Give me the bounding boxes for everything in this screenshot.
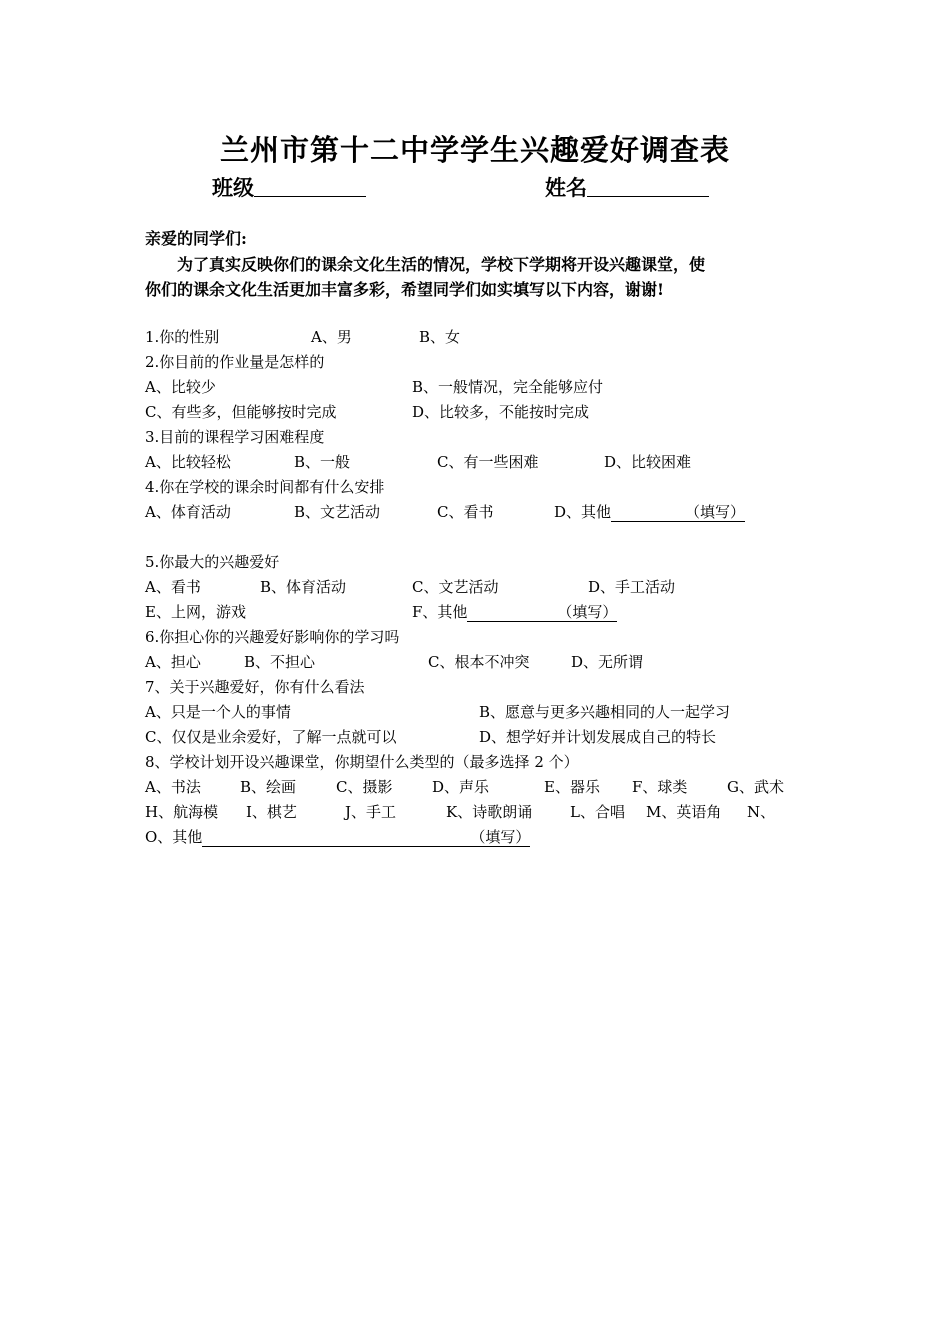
option-c[interactable]: C、文艺活动: [412, 578, 499, 596]
question-2-options-row-2: [0, 401, 950, 425]
question-6-options: [0, 651, 950, 675]
fill-in-blank[interactable]: [467, 603, 617, 622]
option-a[interactable]: A、比较轻松: [145, 453, 231, 471]
question-4: [0, 476, 950, 500]
option-c[interactable]: C、仅仅是业余爱好，了解一点就可以: [145, 728, 397, 746]
question-text: 4.你在学校的课余时间都有什么安排: [145, 478, 385, 496]
option-d[interactable]: D、无所谓: [571, 653, 644, 671]
option-n[interactable]: N、: [747, 803, 776, 821]
option-m[interactable]: M、英语角: [646, 803, 722, 821]
intro-line-2: 你们的课余文化生活更加丰富多彩，希望同学们如实填写以下内容，谢谢!: [145, 280, 665, 299]
question-text: 7、关于兴趣爱好，你有什么看法: [145, 678, 365, 696]
option-a[interactable]: A、看书: [145, 578, 201, 596]
question-7: [0, 676, 950, 700]
question-8-options-row-1: [0, 776, 950, 800]
question-text: 8、学校计划开设兴趣课堂，你期望什么类型的（最多选择 2 个）: [145, 753, 579, 771]
option-d-label: D、其他: [554, 503, 612, 521]
option-e[interactable]: E、器乐: [544, 778, 600, 796]
option-a[interactable]: A、担心: [145, 653, 201, 671]
option-c[interactable]: C、有些多，但能够按时完成: [145, 403, 337, 421]
option-a[interactable]: A、体育活动: [145, 503, 231, 521]
fill-in-blank[interactable]: [202, 828, 530, 847]
fill-in-hint: （填写）: [470, 828, 531, 846]
option-b[interactable]: B、女: [419, 328, 461, 346]
option-f-label: F、其他: [412, 603, 468, 621]
intro-line-1: 为了真实反映你们的课余文化生活的情况，学校下学期将开设兴趣课堂，使: [177, 255, 706, 274]
option-i[interactable]: I、棋艺: [246, 803, 297, 821]
question-7-options-row-2: [0, 726, 950, 750]
question-8-options-row-3: [0, 826, 950, 850]
option-g[interactable]: G、武术: [727, 778, 784, 796]
option-f[interactable]: F、球类: [632, 778, 688, 796]
question-3-options: [0, 451, 950, 475]
option-c[interactable]: C、摄影: [336, 778, 393, 796]
fill-in-hint: （填写）: [685, 503, 746, 521]
option-o-label: O、其他: [145, 828, 203, 846]
question-5-options-row-1: [0, 576, 950, 600]
question-1: [0, 326, 950, 350]
option-a[interactable]: A、比较少: [145, 378, 216, 396]
question-7-options-row-1: [0, 701, 950, 725]
question-text: 2.你目前的作业量是怎样的: [145, 353, 325, 371]
question-2: [0, 351, 950, 375]
name-field: [545, 172, 709, 202]
option-l[interactable]: L、合唱: [570, 803, 625, 821]
question-text: 1.你的性别: [145, 328, 220, 346]
name-blank[interactable]: [587, 174, 709, 197]
option-a[interactable]: A、书法: [145, 778, 201, 796]
option-b[interactable]: B、体育活动: [260, 578, 347, 596]
option-d[interactable]: D、手工活动: [588, 578, 676, 596]
question-5-options-row-2: [0, 601, 950, 625]
option-a[interactable]: A、男: [311, 328, 352, 346]
class-label: 班级: [212, 176, 254, 200]
fill-in-hint: （填写）: [557, 603, 618, 621]
question-2-options-row-1: [0, 376, 950, 400]
question-text: 5.你最大的兴趣爱好: [145, 553, 280, 571]
option-b[interactable]: B、文艺活动: [294, 503, 381, 521]
option-a[interactable]: A、只是一个人的事情: [145, 703, 291, 721]
option-b[interactable]: B、一般情况，完全能够应付: [412, 378, 604, 396]
option-k[interactable]: K、诗歌朗诵: [446, 803, 533, 821]
option-e[interactable]: E、上网，游戏: [145, 603, 246, 621]
option-h[interactable]: H、航海模: [145, 803, 219, 821]
question-8-options-row-2: [0, 801, 950, 825]
name-label: 姓名: [545, 176, 587, 200]
question-text: 6.你担心你的兴趣爱好影响你的学习吗: [145, 628, 400, 646]
option-c[interactable]: C、看书: [437, 503, 494, 521]
option-f-other[interactable]: [412, 601, 617, 622]
option-d[interactable]: D、想学好并计划发展成自己的特长: [479, 728, 717, 746]
option-d[interactable]: D、比较困难: [604, 453, 692, 471]
option-b[interactable]: B、绘画: [240, 778, 297, 796]
option-d[interactable]: D、声乐: [432, 778, 490, 796]
option-c[interactable]: C、根本不冲突: [428, 653, 530, 671]
option-b[interactable]: B、不担心: [244, 653, 316, 671]
fill-in-blank[interactable]: [611, 503, 745, 522]
question-5: [0, 551, 950, 575]
page-title: 兰州市第十二中学学生兴趣爱好调查表: [219, 133, 730, 167]
option-j[interactable]: J、手工: [345, 803, 397, 821]
question-4-options: [0, 501, 950, 525]
option-b[interactable]: B、一般: [294, 453, 351, 471]
question-text: 3.目前的课程学习困难程度: [145, 428, 325, 446]
class-field: [212, 172, 366, 202]
option-d[interactable]: D、比较多，不能按时完成: [412, 403, 590, 421]
greeting: 亲爱的同学们:: [145, 229, 247, 248]
question-6: [0, 626, 950, 650]
option-o-other[interactable]: [145, 826, 530, 847]
class-blank[interactable]: [254, 174, 366, 197]
option-c[interactable]: C、有一些困难: [437, 453, 539, 471]
option-b[interactable]: B、愿意与更多兴趣相同的人一起学习: [479, 703, 731, 721]
question-3: [0, 426, 950, 450]
question-5-options-row-1: [0, 526, 950, 550]
option-d-other[interactable]: [554, 501, 745, 522]
question-8: [0, 751, 950, 775]
